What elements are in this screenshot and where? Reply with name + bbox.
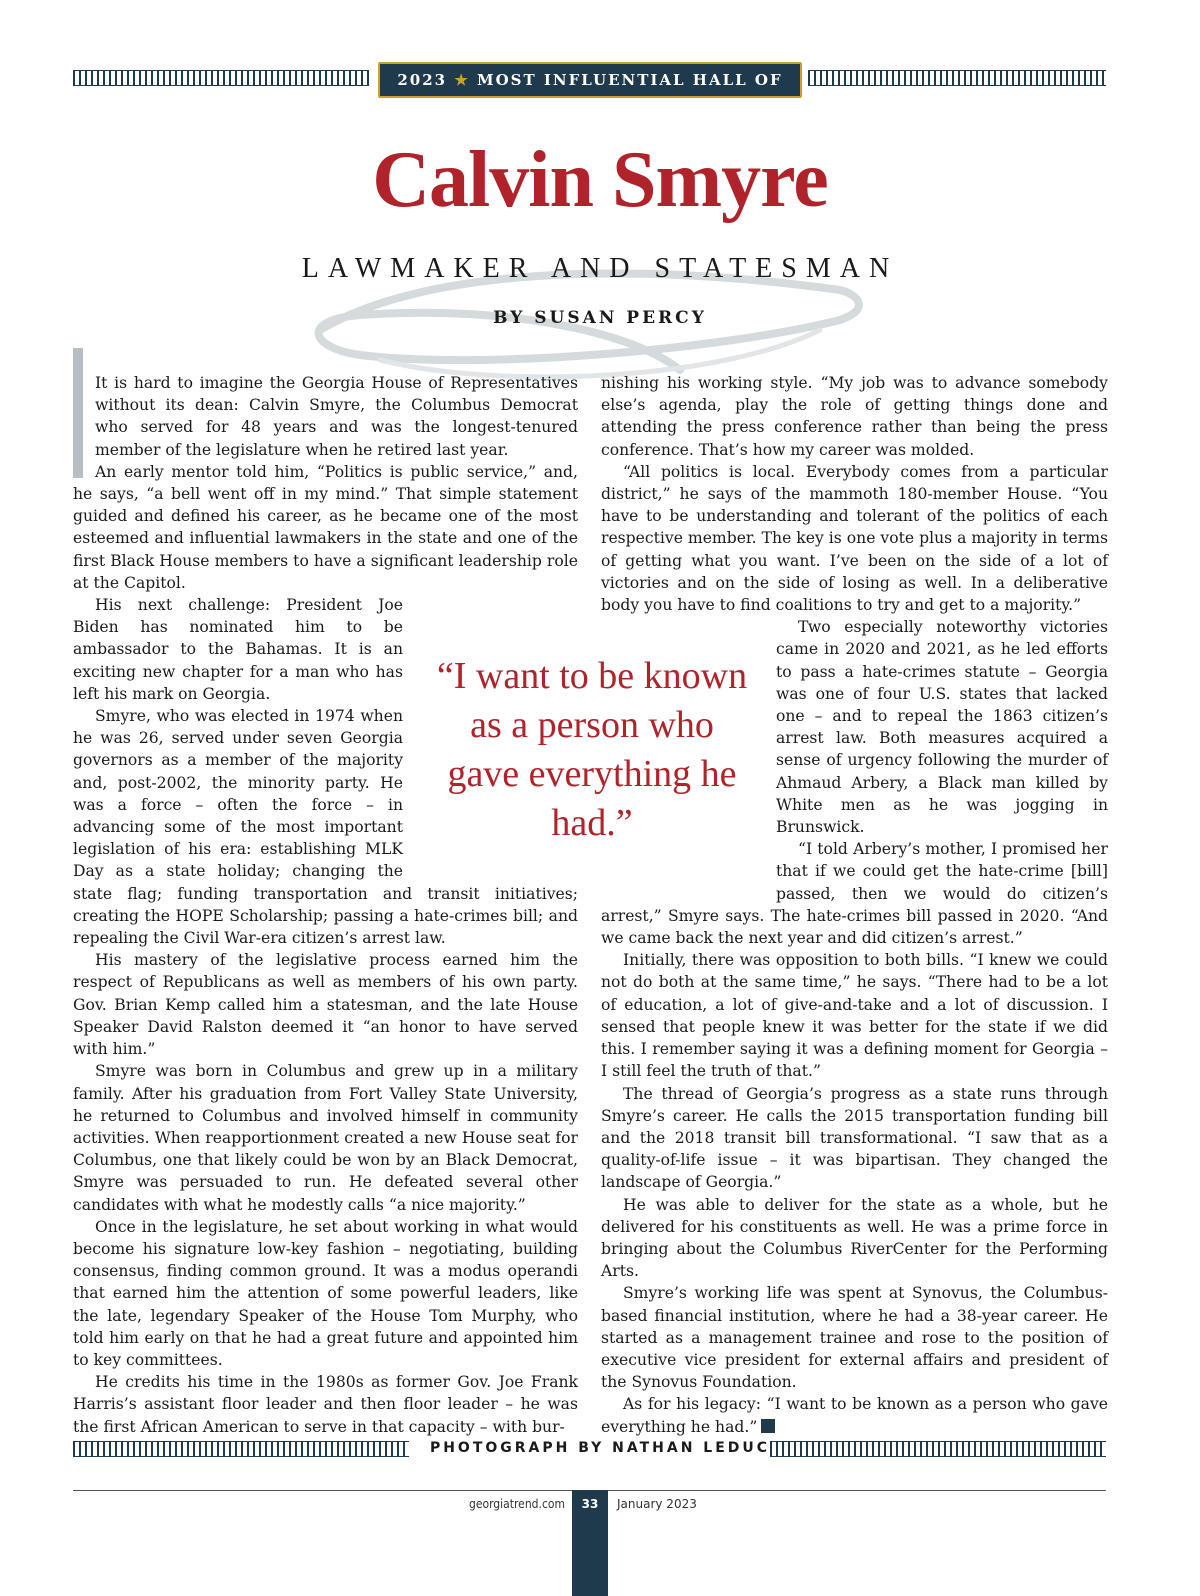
paragraph: Initially, there was opposition to both bills. “I knew we could not do both at the same time,” he says. “There had to be a lot of education, a lot of give-and-take and a lot of discussion. I sensed that people knew it was better for the state if we did this. I remember saying it was a defining moment for Georgia – I still feel the truth of that.” [601,951,1108,1081]
article-column-1 [73,372,578,1438]
paragraph: His next challenge: President Joe Biden has nominated him to be ambassador to the Bahamas. It is an exciting new chapter for a man who has left his mark on Georgia. [73,596,403,703]
article-column-2 [601,372,1108,1438]
footer-date: January 2023 [617,1497,697,1511]
paragraph-text: As for his legacy: “I want to be known as a person who gave everything he had.” [601,1395,1108,1436]
paragraph: He credits his time in the 1980s as former Gov. Joe Frank Harris’s assistant floor leader and then floor leader – he was the first African American to serve in that capacity – with bur- [73,1373,578,1436]
paragraph: Smyre’s working life was spent at Synovus, the Columbus-based financial institution, where he had a 38-year career. He started as a management trainee and rose to the position of executive vice president for external affairs and president of the Synovus Foundation. [601,1284,1108,1392]
section-banner [378,62,802,121]
photo-credit: PHOTOGRAPH BY NATHAN LEDUC [429,1440,771,1456]
banner-year: 2023 [397,71,448,89]
banner-text: MOST INFLUENTIAL HALL OF FAME [477,71,783,121]
end-mark-icon [761,1419,775,1433]
pull-quote: “I want to be known as a person who gave everything he had.” [436,655,748,844]
paragraph: nishing his working style. “My job was to advance somebody else’s agenda, play the role of getting things done and attending the press conference rather than being the press conference. That’s how my career was molded. [601,374,1108,459]
byline: BY SUSAN PERCY [493,308,707,328]
paragraph: He was able to deliver for the state as a whole, but he delivered for his constituents as well. He was a prime force in bringing about the Columbus RiverCenter for the Performing Arts. [601,1195,1108,1281]
paragraph: An early mentor told him, “Politics is public service,” and, he says, “a bell went off in my mind.” That simple statement guided and defined his career, as he became one of the most esteemed and influential lawmakers in the state and one of the first Black House members to have a significant leadership role at the Capitol. [73,462,578,592]
header-decor-bar-right [808,70,1106,86]
footer-site: georgiatrend.com [468,1497,565,1511]
paragraph: The thread of Georgia’s progress as a state runs through Smyre’s career. He calls the 2015 transportation funding bill and the 2018 transit bill transformational. “I saw that as a quality-of-life issue – it was bipartisan. They changed the landscape of Georgia.” [601,1084,1108,1192]
page-number: 33 [572,1490,608,1596]
paragraph: “All politics is local. Everybody comes from a particular district,” he says of the mammoth 180-member House. “You have to be understanding and tolerant of the politics of each respective member. The key is one vote plus a majority in terms of getting what you want. I’ve been on the side of a lot of victories and on the side of losing as well. In a deliberative body you have to find coalitions to try and get to a majority.” [601,462,1108,615]
paragraph-last [601,1393,1108,1437]
paragraph: It is hard to imagine the Georgia House of Representatives without its dean: Calvin Smyre, the Columbus Democrat who served for 48 years and was the longest-tenured member of the legislature when he retired last year. [95,374,578,459]
credit-decor-bar-right [770,1441,1106,1457]
paragraph: Smyre was born in Columbus and grew up in a military family. After his graduation from Fort Valley State University, he returned to Columbus and involved himself in community activities. When reapportionment created a new House seat for Columbus, one that likely could be won by an Black Democrat, Smyre was persuaded to run. He defeated several other candidates with what he modestly calls “a nice majority.” [73,1062,578,1214]
header-decor-bar-left [73,70,369,86]
paragraph: Two especially noteworthy victories came in 2020 and 2021, as he led efforts to pass a hate-crimes statute – Georgia was one of four U.S. states that lacked one – and to repeal the 1863 citizen’s arrest law. Both measures acquired a sense of urgency following the murder of Ahmaud Arbery, a Black man killed by White men as he was jogging in Brunswick. [776,618,1108,837]
article-title: Calvin Smyre [372,136,828,224]
paragraph: His mastery of the legislative process earned him the respect of Republicans as well as members of his own party. Gov. Brian Kemp called him a statesman, and the late House Speaker David Ralston deemed it “an honor to have served with him.” [73,951,578,1059]
paragraph: Once in the legislature, he set about working in what would become his signature low-key fashion – negotiating, building consensus, finding common ground. It was a modus operandi that earned him the attention of some powerful leaders, like the late, legendary Speaker of the House Tom Murphy, who told him early on that he had a great future and appointed him to key committees. [73,1217,578,1369]
star-icon: ★ [454,71,470,89]
paragraph: “I told Arbery’s mother, I promised her that if we could get the hate-crime [bill] passed, then we would do citizen’s arrest,” Smyre says. The hate-crimes bill passed in 2020. “And we came back the next year and did citizen’s arrest.” [601,840,1108,948]
article-subtitle: LAWMAKER AND STATESMAN [301,253,899,284]
paragraph: Smyre, who was elected in 1974 when he was 26, served under seven Georgia governors as a member of the majority and, post-2002, the minority party. He was a force – often the force – in advancing some of the most important legislation of his era: establishing MLK Day as a state holiday; changing the state flag; funding transportation and transit initiatives; creating the HOPE Scholarship; passing a hate-crimes bill; and repealing the Civil War-era citizen’s arrest law. [73,707,578,948]
